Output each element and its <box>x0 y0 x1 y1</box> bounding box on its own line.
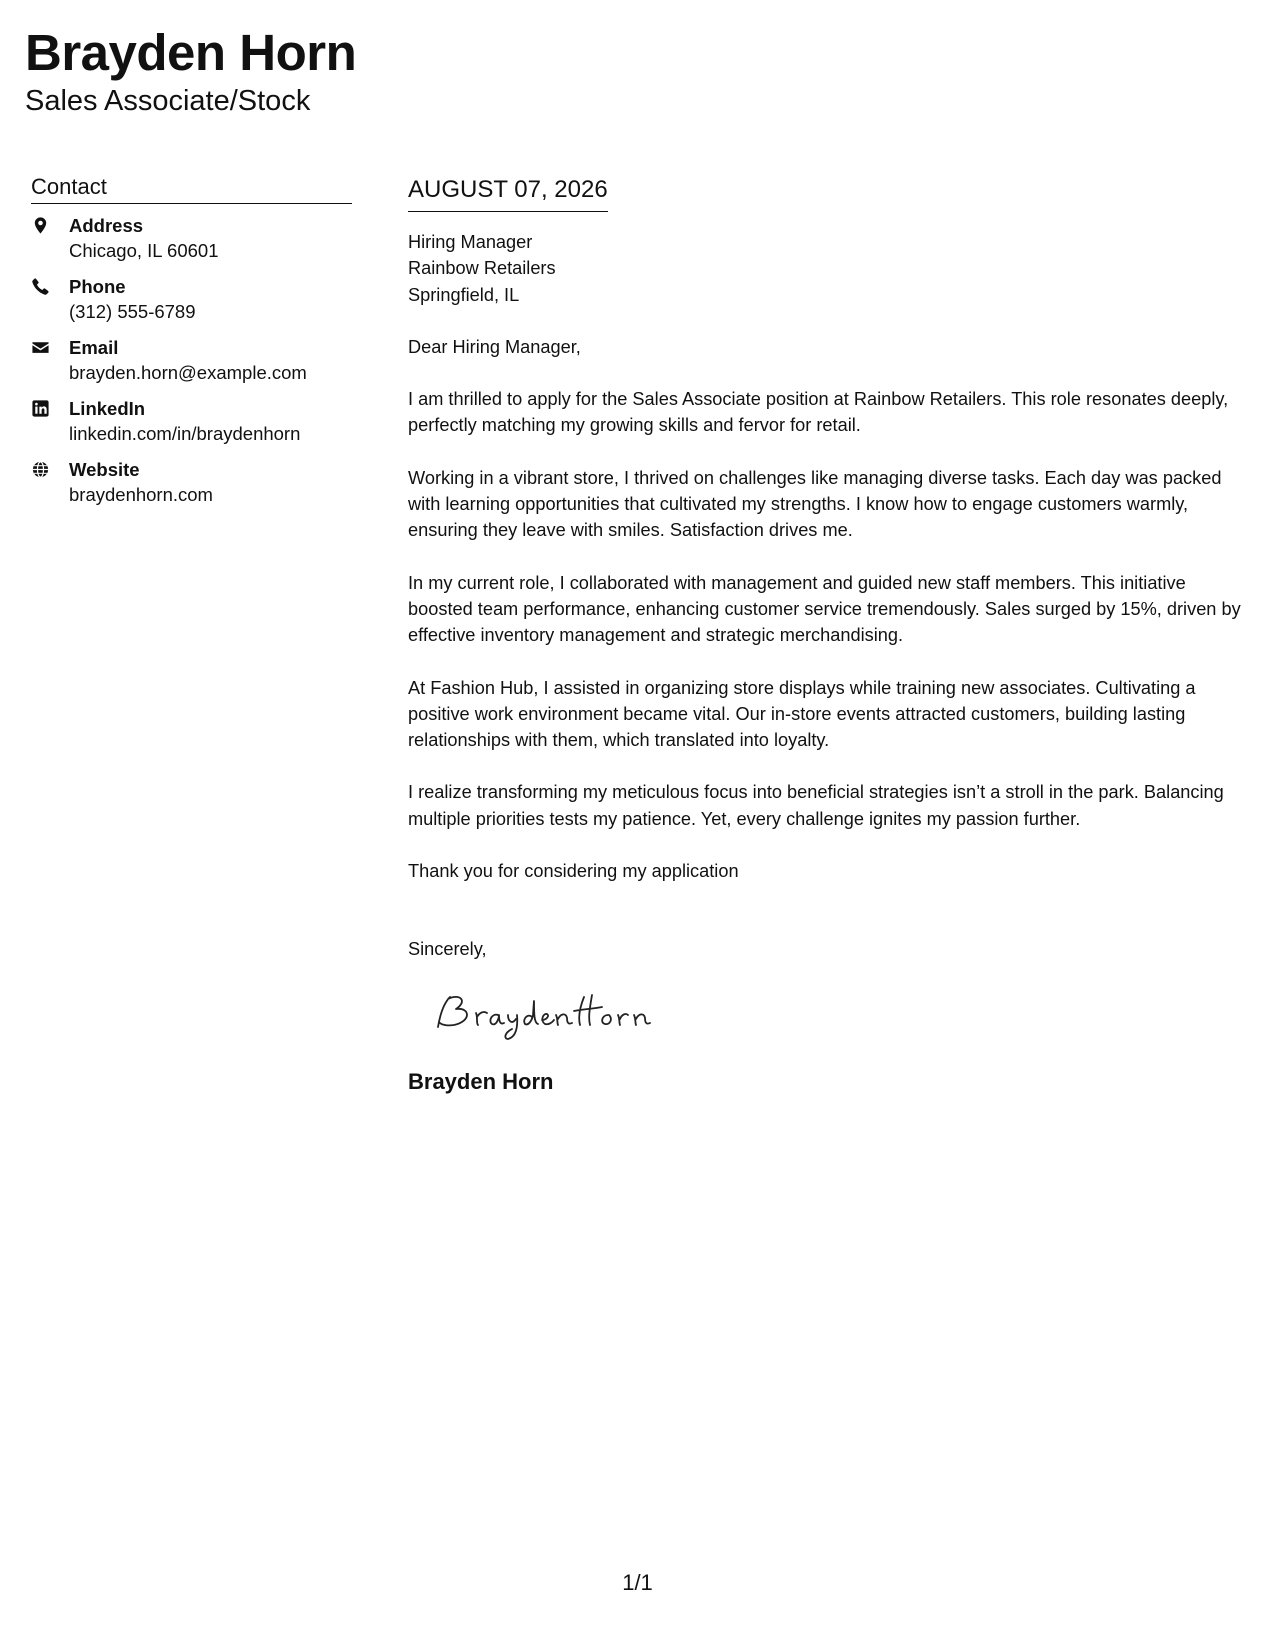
recipient-line: Springfield, IL <box>408 284 520 305</box>
salutation: Dear Hiring Manager, <box>408 336 581 357</box>
contact-label: Email <box>69 337 119 358</box>
contact-item-website <box>31 457 352 507</box>
applicant-title: Sales Associate/Stock <box>25 85 311 117</box>
contact-value[interactable]: linkedin.com/in/braydenhorn <box>69 423 301 444</box>
resume-header <box>25 22 356 118</box>
page-number: 1/1 <box>622 1570 653 1595</box>
letter-paragraph: I realize transforming my meticulous focus into beneficial strategies isn’t a stroll in the park. Balancing multiple priorities tests my patience. Yet, every challenge ignites my passion further. <box>408 782 1224 829</box>
contact-label: Address <box>69 215 144 236</box>
contact-heading: Contact <box>31 172 352 204</box>
letter-paragraph: Working in a vibrant store, I thrived on challenges like managing diverse tasks. Each day was packed with learning opportunities that cultivated my strengths. I know how to engage customers warmly, ensuring they leave with smiles. Satisfaction drives me. <box>408 467 1222 541</box>
phone-icon <box>31 274 69 297</box>
recipient-line: Hiring Manager <box>408 232 533 252</box>
contact-value[interactable]: brayden.horn@example.com <box>69 362 307 383</box>
applicant-name: Brayden Horn <box>25 24 357 81</box>
contact-value[interactable]: braydenhorn.com <box>69 484 213 505</box>
contact-item-linkedin <box>31 396 352 446</box>
contact-item-address <box>31 213 352 263</box>
contact-sidebar <box>31 172 352 518</box>
letter-date: AUGUST 07, 2026 <box>408 174 608 212</box>
closing: Sincerely, <box>408 939 487 960</box>
linkedin-icon <box>31 396 69 419</box>
handwritten-signature <box>424 983 1248 1047</box>
globe-icon <box>31 457 69 480</box>
contact-label: LinkedIn <box>69 398 146 419</box>
envelope-icon <box>31 335 69 358</box>
letter-paragraph: At Fashion Hub, I assisted in organizing store displays while training new associates. Cultivating a positive work environment became vital. Our in-store events attracted customers, building lasting relationships with them, which translated into loyalty. <box>408 677 1196 751</box>
contact-item-email <box>31 335 352 385</box>
contact-label: Website <box>69 459 140 480</box>
letter-body <box>408 174 1248 1097</box>
map-pin-icon <box>31 213 69 236</box>
letter-paragraph: Thank you for considering my application <box>408 861 739 882</box>
contact-value: Chicago, IL 60601 <box>69 240 219 261</box>
signer-name: Brayden Horn <box>408 1068 554 1094</box>
letter-paragraph: I am thrilled to apply for the Sales Associate position at Rainbow Retailers. This role resonates deeply, perfectly matching my growing skills and fervor for retail. <box>408 389 1229 436</box>
recipient-line: Rainbow Retailers <box>408 258 556 279</box>
contact-label: Phone <box>69 276 126 297</box>
contact-item-phone <box>31 274 352 324</box>
contact-value: (312) 555-6789 <box>69 301 196 322</box>
letter-paragraph: In my current role, I collaborated with management and guided new staff members. This initiative boosted team performance, enhancing customer service tremendously. Sales surged by 15%, driven by effective inventory management and strategic merchandising. <box>408 572 1241 646</box>
recipient-block <box>408 229 1248 308</box>
